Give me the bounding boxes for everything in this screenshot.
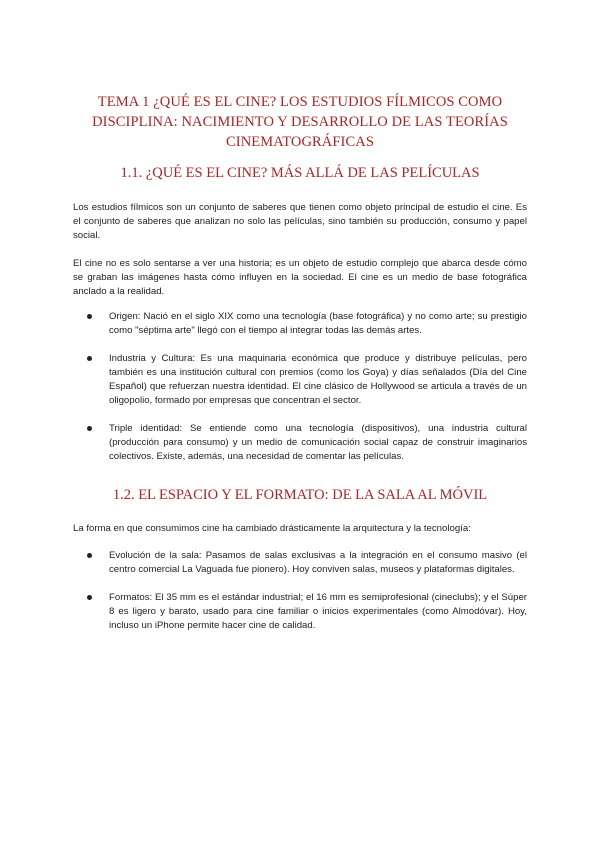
bullet-text: Origen: Nació en el siglo XIX como una tecnología (base fotográfica) y no como arte; su prestigio como "séptima arte" llegó con el tiempo al integrar todas las demás artes. bbox=[109, 311, 527, 336]
section-heading-1-2: 1.2. EL ESPACIO Y EL FORMATO: DE LA SALA AL MÓVIL bbox=[112, 487, 488, 503]
bullet-list-section-1-1 bbox=[73, 310, 527, 464]
section-heading-1-1: 1.1. ¿QUÉ ES EL CINE? MÁS ALLÁ DE LAS PELÍCULAS bbox=[120, 165, 480, 181]
bullet-triple-identidad bbox=[73, 422, 527, 464]
paragraph-forma-consumo: La forma en que consumimos cine ha cambiado drásticamente la arquitectura y la tecnología: bbox=[73, 523, 471, 534]
bullet-list-section-1-2 bbox=[73, 549, 527, 633]
bullet-origen bbox=[73, 310, 527, 338]
bullet-dot-icon bbox=[87, 314, 92, 319]
bullet-formatos bbox=[73, 591, 527, 633]
bullet-dot-icon bbox=[87, 426, 92, 431]
bullet-dot-icon bbox=[87, 553, 92, 558]
bullet-text: Triple identidad: Se entiende como una tecnología (dispositivos), una industria cultural (producción para consumo) y un medio de comunicación social capaz de construir imaginarios colectivos. Existe, además, una necesidad de comentar las películas. bbox=[109, 423, 527, 462]
bullet-text: Evolución de la sala: Pasamos de salas exclusivas a la integración en el consumo masivo (el centro comercial La Vaguada fue pionero). Hoy conviven salas, museos y plataformas digitales. bbox=[109, 550, 527, 575]
bullet-text: Formatos: El 35 mm es el estándar industrial; el 16 mm es semiprofesional (cineclubs); y el Súper 8 es ligero y barato, usado para cine familiar o inicios experimentales (como Almodóvar). Hoy, incluso un iPhone permite hacer cine de calidad. bbox=[109, 592, 527, 631]
document-title: TEMA 1 ¿QUÉ ES EL CINE? LOS ESTUDIOS FÍLMICOS COMO DISCIPLINA: NACIMIENTO Y DESARROLLO DE LAS TEORÍAS CINEMATOGRÁFICAS bbox=[92, 94, 508, 150]
bullet-evolucion-sala bbox=[73, 549, 527, 577]
paragraph-objeto-de-estudio: El cine no es solo sentarse a ver una historia; es un objeto de estudio complejo que abarca desde cómo se graban las imágenes hasta cómo influyen en la sociedad. El cine es un medio de base fotográfica anclado a la realidad. bbox=[73, 258, 527, 297]
bullet-text: Industria y Cultura: Es una maquinaria económica que produce y distribuye películas, pero también es una institución cultural con premios (como los Goya) y días señalados (Día del Cine Español) que refuerzan nuestra identidad. El cine clásico de Hollywood se articula a través de un oligopolio, formado por empresas que concentran el sector. bbox=[109, 353, 527, 406]
bullet-dot-icon bbox=[87, 595, 92, 600]
bullet-dot-icon bbox=[87, 356, 92, 361]
bullet-industria-cultura bbox=[73, 352, 527, 408]
paragraph-estudios-filmicos: Los estudios fílmicos son un conjunto de saberes que tienen como objeto principal de estudio el cine. Es el conjunto de saberes que analizan no solo las películas, sino también su producción, consumo y papel social. bbox=[73, 202, 527, 241]
